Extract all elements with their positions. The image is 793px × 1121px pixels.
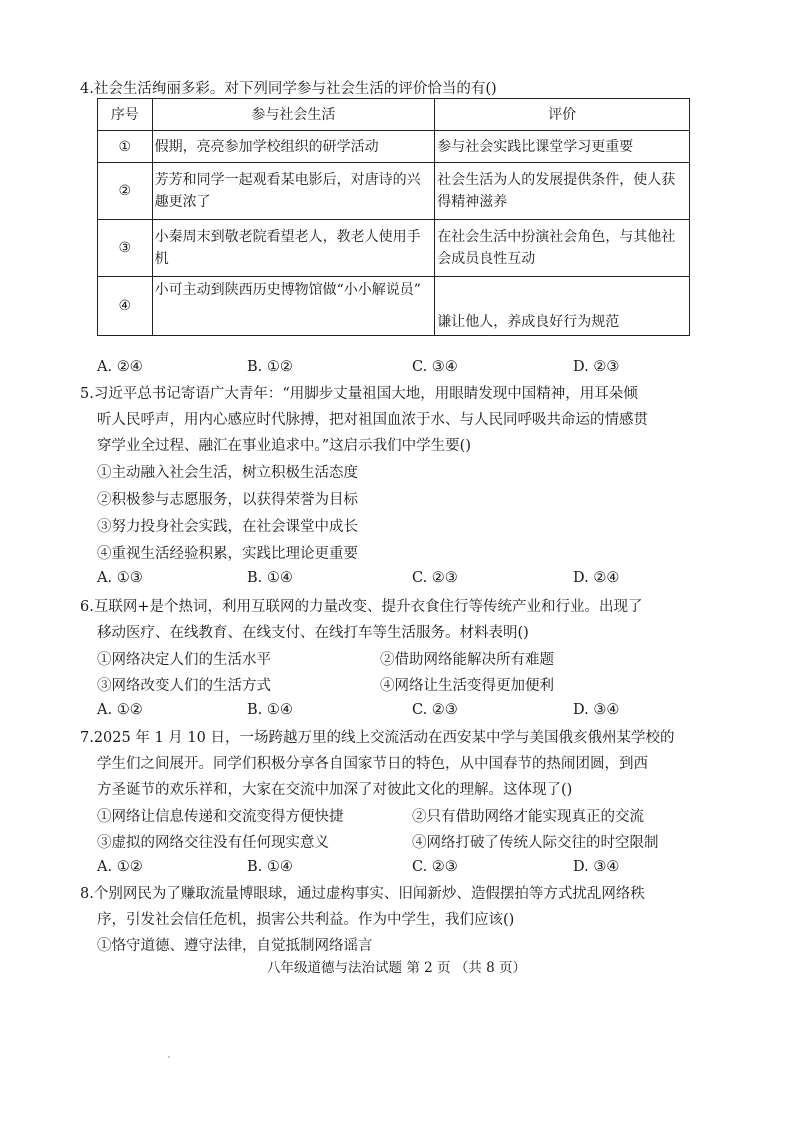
q7-option-a: A. ①② [97, 859, 143, 875]
q7-option-c: C. ②③ [412, 859, 458, 875]
row-activity: 假期，亮亮参加学校组织的研学活动 [152, 131, 435, 163]
table-header: 序号 [98, 99, 153, 131]
page-footer: 八年级道德与法治试题 第 2 页 （共 8 页） [267, 960, 526, 976]
q8-line-2: 序，引发社会信任危机，损害公共利益。作为中学生，我们应该() [97, 912, 515, 928]
q4-table [97, 98, 690, 336]
table-header: 评价 [435, 99, 690, 131]
q5-item-3: ③努力投身社会实践，在社会课堂中成长 [97, 519, 358, 535]
q5-item-4: ④重视生活经验积累，实践比理论更重要 [97, 546, 358, 562]
q7-item-2: ②只有借助网络才能实现真正的交流 [412, 809, 644, 825]
table-row [98, 220, 690, 277]
q6-item-2: ②借助网络能解决所有难题 [380, 652, 554, 668]
q6-option-d: D. ③④ [573, 702, 620, 718]
q4-option-d: D. ②③ [573, 359, 620, 375]
row-evaluation: 参与社会实践比课堂学习更重要 [435, 131, 690, 163]
table-row [98, 163, 690, 220]
q7-line-2: 学生们之间展开。同学们积极分享各自国家节日的特色，从中国春节的热闹团圆，到西 [97, 756, 648, 772]
table-row [98, 277, 690, 336]
q5-option-b: B. ①④ [247, 570, 293, 586]
q6-option-b: B. ①④ [247, 702, 293, 718]
row-number: ① [98, 131, 153, 163]
q5-option-a: A. ①③ [97, 570, 143, 586]
q8-item-1: ①恪守道德、遵守法律，自觉抵制网络谣言 [97, 938, 373, 954]
q6-option-a: A. ①② [97, 702, 143, 718]
q5-line-3: 穿学业全过程、融汇在事业追求中。”这启示我们中学生要() [97, 438, 471, 454]
q7-item-1: ①网络让信息传递和交流变得方便快捷 [97, 809, 344, 825]
row-activity: 小秦周末到敬老院看望老人，教老人使用手机 [152, 220, 435, 277]
table-row [98, 131, 690, 163]
row-evaluation: 谦让他人，养成良好行为规范 [435, 277, 690, 336]
q5-line-1: 5.习近平总书记寄语广大青年：“用脚步丈量祖国大地，用眼睛发现中国精神，用耳朵倾 [80, 386, 638, 402]
q4-stem: 4.社会生活绚丽多彩。对下列同学参与社会生活的评价恰当的有() [80, 81, 497, 97]
q6-option-c: C. ②③ [412, 702, 458, 718]
q7-line-1: 7.2025 年 1 月 10 日，一场跨越万里的线上交流活动在西安某中学与美国俄亥俄州某学校的 [80, 730, 675, 746]
q5-option-c: C. ②③ [412, 570, 458, 586]
q8-line-1: 8.个别网民为了赚取流量博眼球，通过虚构事实、旧闻新炒、造假摆拍等方式扰乱网络秩 [80, 886, 645, 902]
q5-line-2: 听人民呼声，用内心感应时代脉搏，把对祖国血浓于水、与人民同呼吸共命运的情感贯 [97, 412, 648, 428]
q7-item-3: ③虚拟的网络交往没有任何现实意义 [97, 835, 329, 851]
q7-item-4: ④网络打破了传统人际交往的时空限制 [412, 835, 659, 851]
scan-speck [168, 1056, 170, 1058]
q7-line-3: 方圣诞节的欢乐祥和，大家在交流中加深了对彼此文化的理解。这体现了() [97, 782, 573, 798]
q6-item-1: ①网络决定人们的生活水平 [97, 652, 271, 668]
q7-option-b: B. ①④ [247, 859, 293, 875]
q5-option-d: D. ②④ [573, 570, 620, 586]
q4-option-b: B. ①② [247, 359, 293, 375]
row-number: ③ [98, 220, 153, 277]
row-number: ④ [98, 277, 153, 336]
table-header: 参与社会生活 [152, 99, 435, 131]
q4-option-c: C. ③④ [412, 359, 458, 375]
q5-item-1: ①主动融入社会生活，树立积极生活态度 [97, 465, 358, 481]
row-number: ② [98, 163, 153, 220]
q6-item-4: ④网络让生活变得更加便利 [380, 678, 554, 694]
q6-line-1: 6.互联网+是个热词，利用互联网的力量改变、提升衣食住行等传统产业和行业。出现了 [80, 599, 643, 615]
q6-line-2: 移动医疗、在线教育、在线支付、在线打车等生活服务。材料表明() [97, 625, 529, 641]
q7-option-d: D. ③④ [573, 859, 620, 875]
row-evaluation: 社会生活为人的发展提供条件，使人获得精神滋养 [435, 163, 690, 220]
row-activity: 芳芳和同学一起观看某电影后，对唐诗的兴趣更浓了 [152, 163, 435, 220]
q6-item-3: ③网络改变人们的生活方式 [97, 678, 271, 694]
row-activity: 小可主动到陕西历史博物馆做“小小解说员” [152, 277, 435, 336]
q4-option-a: A. ②④ [97, 359, 143, 375]
q5-item-2: ②积极参与志愿服务，以获得荣誉为目标 [97, 492, 358, 508]
row-evaluation: 在社会生活中扮演社会角色，与其他社会成员良性互动 [435, 220, 690, 277]
